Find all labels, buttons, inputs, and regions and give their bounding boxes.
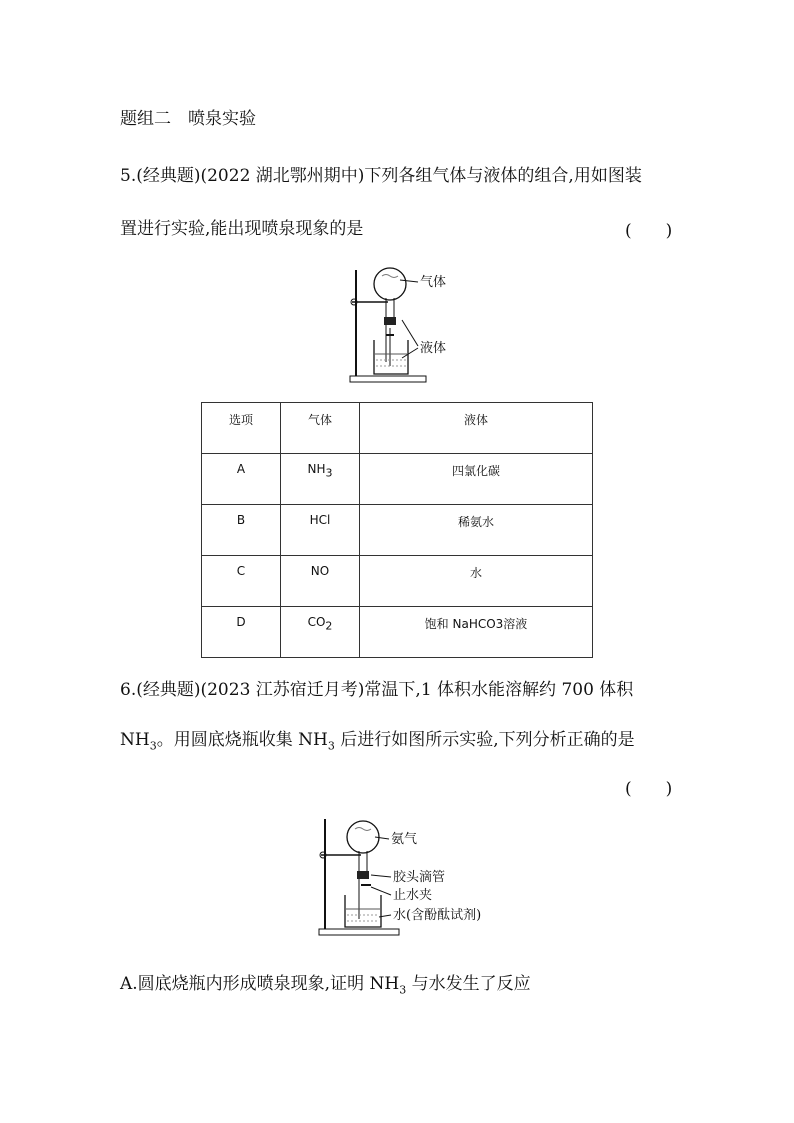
table-row: [202, 505, 593, 556]
header-gas: 气体: [281, 403, 360, 454]
option-cell: C: [202, 556, 281, 607]
fountain-apparatus-figure-6: [315, 815, 495, 939]
options-table: [201, 402, 593, 658]
option-cell: D: [202, 607, 281, 658]
figure-label-clamp: 止水夹: [393, 888, 433, 903]
table-row: [202, 556, 593, 607]
option-cell: A: [202, 454, 281, 505]
figure-label-ammonia: 氨气: [391, 832, 418, 847]
header-liquid: 液体: [360, 403, 593, 454]
question-6-line-1: 6.(经典题)(2023 江苏宿迁月考)常温下,1 体积水能溶解约 700 体积: [120, 680, 634, 700]
table-row: [202, 607, 593, 658]
option-cell: B: [202, 505, 281, 556]
figure-label-dropper: 胶头滴管: [393, 870, 446, 885]
gas-cell: NO: [281, 556, 360, 607]
liquid-cell: 水: [360, 556, 593, 607]
question-5-answer-blank: ( ): [625, 221, 673, 241]
figure-label-water: 水(含酚酞试剂): [393, 908, 482, 923]
question-5-line-2: 置进行实验,能出现喷泉现象的是: [120, 219, 364, 239]
gas-cell: $CO_2$: [281, 607, 360, 658]
liquid-cell: 四氯化碳: [360, 454, 593, 505]
question-6-line-2: $NH_3$。用圆底烧瓶收集 $NH_3$ 后进行如图所示实验,下列分析正确的是: [120, 730, 635, 753]
section-title: 题组二 喷泉实验: [120, 109, 256, 129]
question-6-answer-blank: ( ): [625, 779, 673, 799]
question-6-option-a: A.圆底烧瓶内形成喷泉现象,证明 $NH_3$ 与水发生了反应: [120, 974, 531, 997]
liquid-cell: 稀氨水: [360, 505, 593, 556]
gas-cell: $NH_3$: [281, 454, 360, 505]
table-header-row: [202, 403, 593, 454]
fountain-apparatus-figure-5: [340, 262, 480, 386]
liquid-cell: 饱和 NaHCO3溶液: [360, 607, 593, 658]
table-row: [202, 454, 593, 505]
question-5-line-1: 5.(经典题)(2022 湖北鄂州期中)下列各组气体与液体的组合,用如图装: [120, 166, 642, 186]
figure-label-gas: 气体: [420, 275, 447, 290]
gas-cell: HCl: [281, 505, 360, 556]
figure-label-liquid: 液体: [420, 341, 447, 356]
header-option: 选项: [202, 403, 281, 454]
